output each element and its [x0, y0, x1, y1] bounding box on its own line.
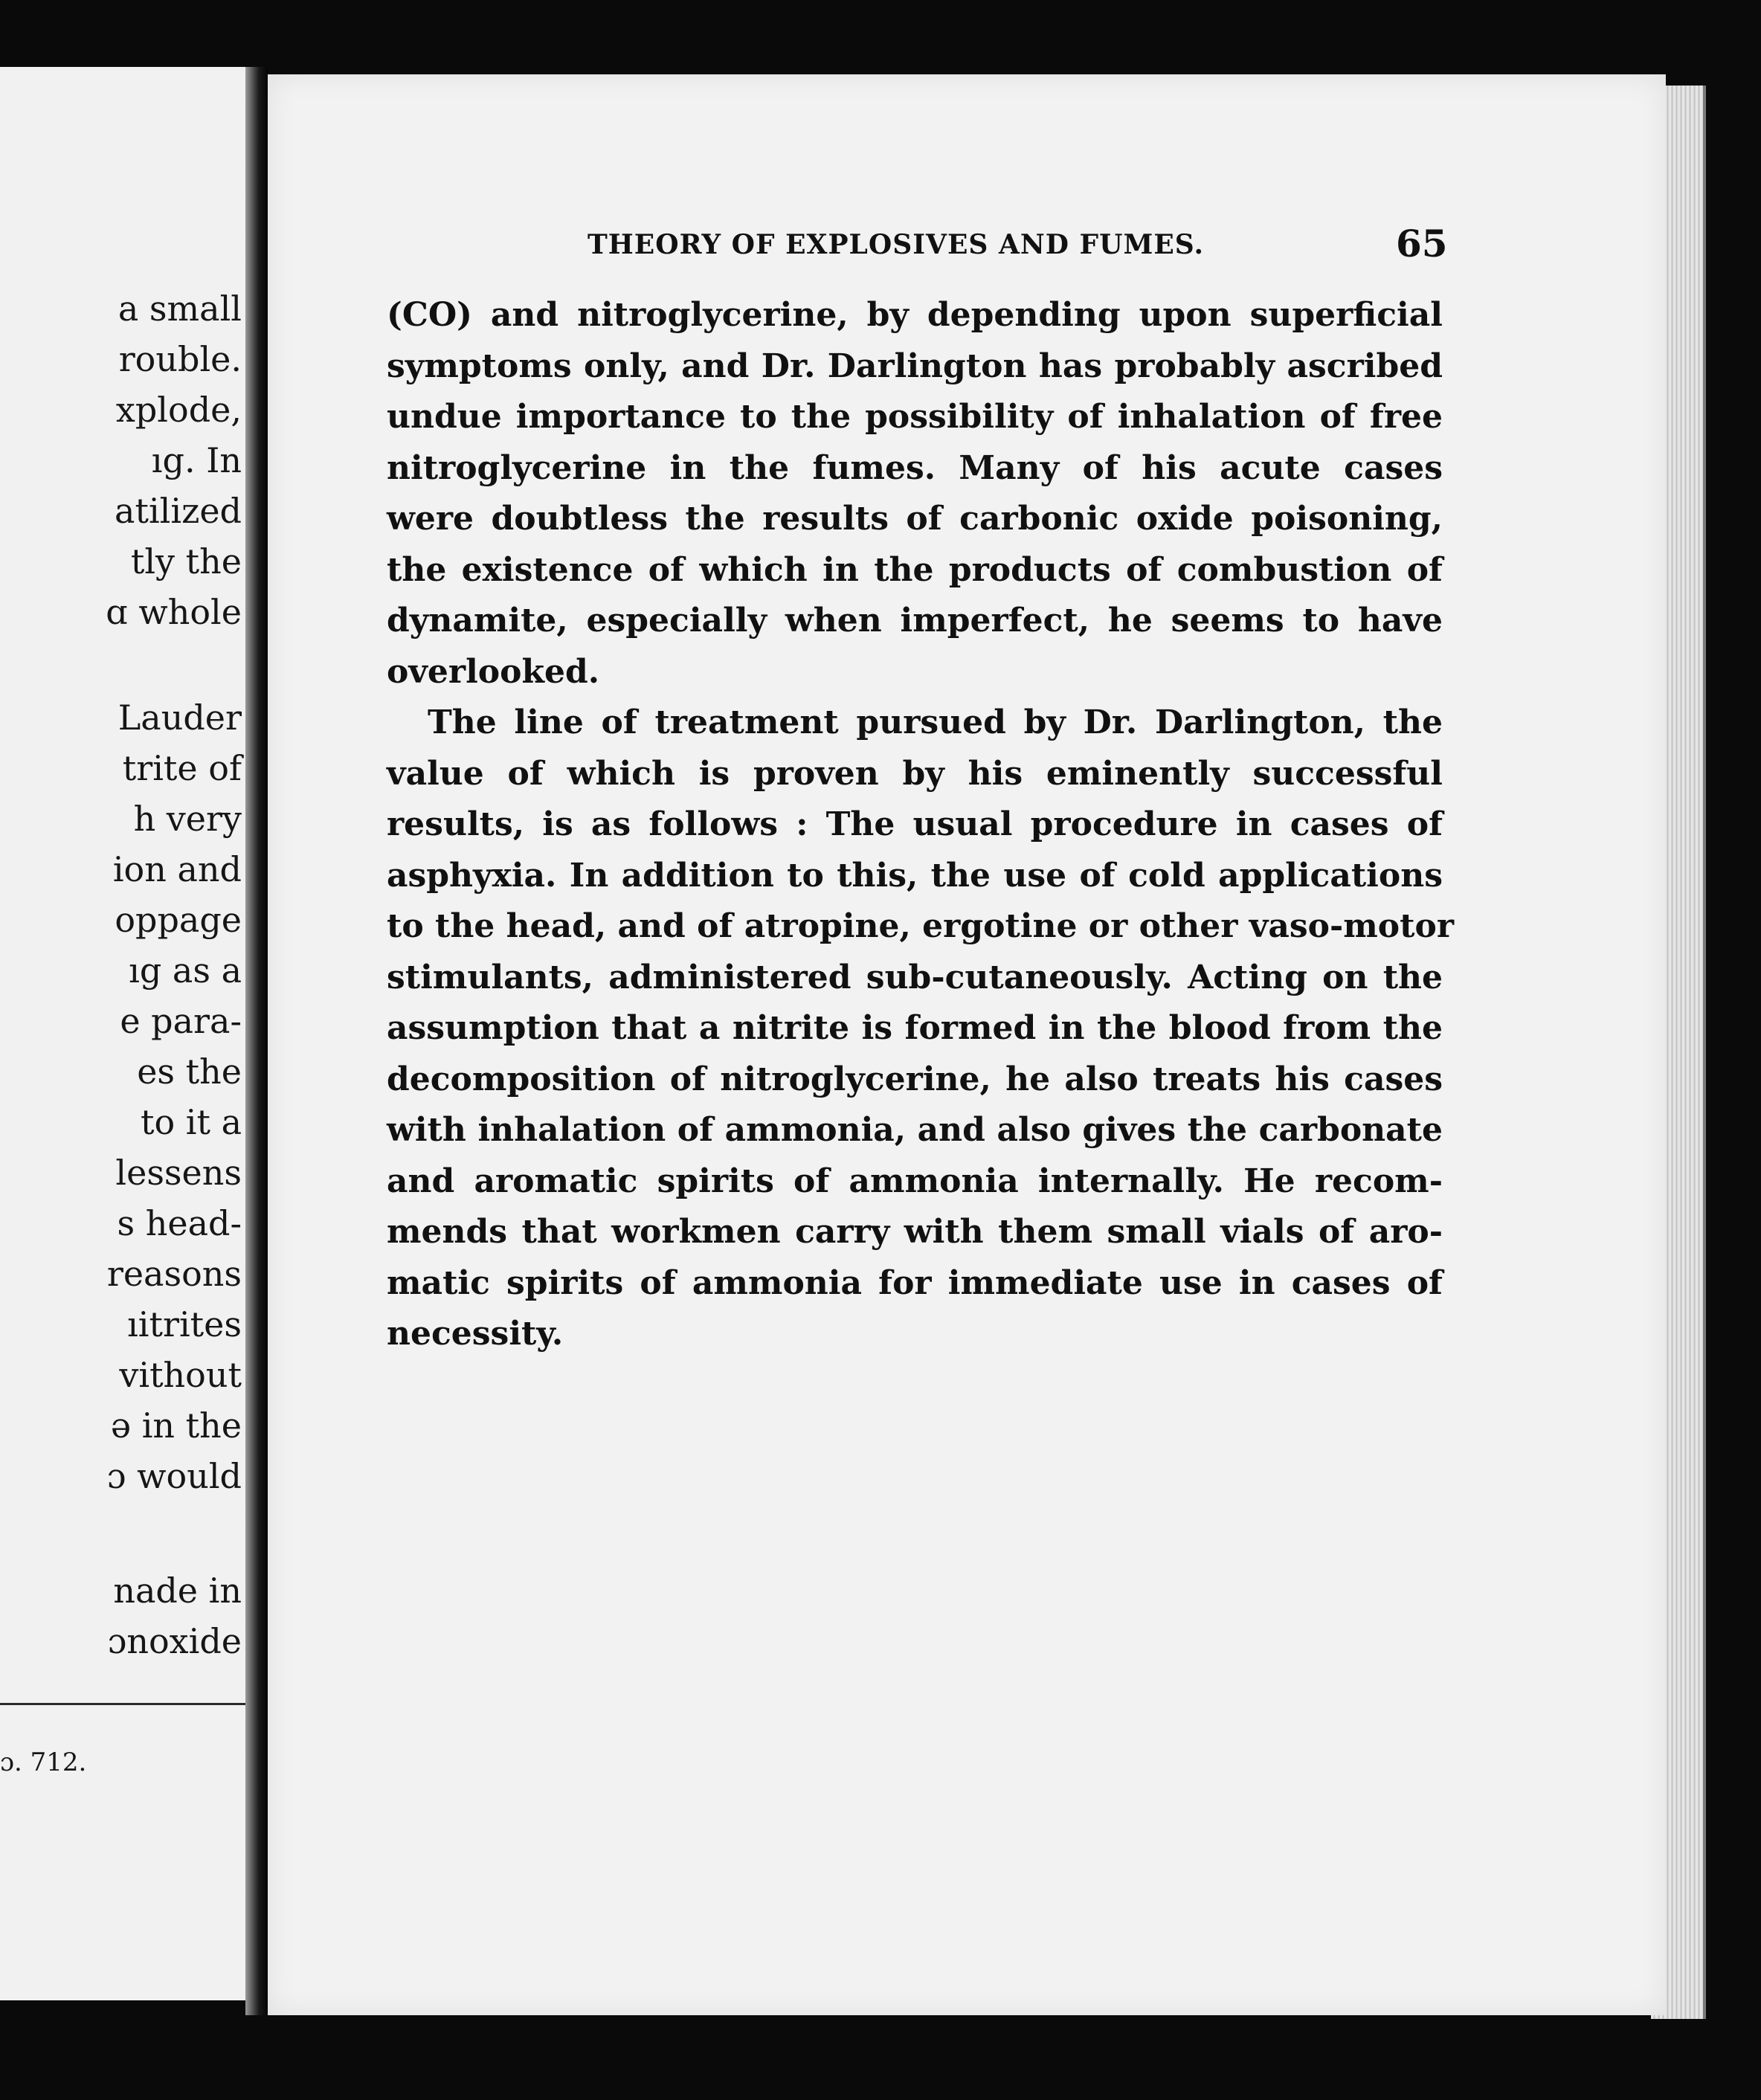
previous-page-fragment: [0, 67, 257, 2000]
left-line: h very: [133, 799, 242, 839]
left-line: s head-: [117, 1203, 242, 1243]
left-line: ə in the: [110, 1405, 242, 1446]
left-line: Lauder: [117, 698, 242, 738]
left-line: atilized: [115, 491, 242, 531]
page: [268, 74, 1666, 2015]
text-line: undue importance to the possibility of inhalation of free: [387, 398, 1443, 436]
left-line: lessens: [115, 1153, 242, 1193]
footnote-fragment: ɔ. 712.: [0, 1748, 87, 1777]
left-line: ıg as a: [129, 950, 242, 991]
text-line: nitroglycerine in the fumes. Many of his acute cases: [387, 448, 1443, 487]
text-line: necessity.: [387, 1315, 564, 1353]
book-gutter: [245, 67, 268, 2015]
text-line: overlooked.: [387, 652, 600, 691]
left-line: ɔnoxide: [107, 1621, 242, 1661]
left-line: ɔ would: [106, 1456, 242, 1496]
paragraph: [387, 698, 1455, 1360]
left-line: trite of: [122, 748, 242, 788]
body-text: [387, 290, 1455, 1360]
text-line: and aromatic spirits of ammonia internally. He recom-: [387, 1162, 1443, 1200]
text-line: results, is as follows : The usual procedure in cases of: [387, 805, 1443, 843]
left-line: rouble.: [118, 339, 242, 379]
text-line: stimulants, administered sub-cutaneously. Acting on the: [387, 958, 1443, 996]
left-line: ıitrites: [127, 1304, 242, 1344]
page-number: 65: [1396, 222, 1448, 265]
paragraph: [387, 290, 1443, 698]
text-line: (CO) and nitroglycerine, by depending upon superficial: [387, 296, 1443, 334]
left-line: to it a: [140, 1102, 242, 1142]
left-line: a small: [117, 289, 242, 329]
text-line: asphyxia. In addition to this, the use of cold applications: [387, 856, 1443, 895]
footnote-rule: [0, 1703, 245, 1705]
left-line: tly the: [130, 541, 242, 582]
left-line: reasons: [106, 1254, 242, 1294]
text-line: mends that workmen carry with them small vials of aro-: [387, 1213, 1443, 1251]
text-line: assumption that a nitrite is formed in the blood from the: [387, 1009, 1443, 1047]
text-line: were doubtless the results of carbonic oxide poisoning,: [387, 500, 1443, 538]
left-line: e para-: [120, 1001, 242, 1041]
left-line: xplode,: [115, 390, 242, 430]
text-line: matic spirits of ammonia for immediate use in cases of: [387, 1263, 1443, 1302]
left-line: ion and: [112, 849, 242, 889]
text-line: to the head, and of atropine, ergotine or other vaso-motor: [387, 907, 1455, 945]
running-title: THEORY OF EXPLOSIVES AND FUMES.: [587, 229, 1205, 260]
text-line: the existence of which in the products of combustion of: [387, 550, 1443, 589]
left-line: vithout: [119, 1355, 242, 1395]
text-line: with inhalation of ammonia, and also gives the carbonate: [387, 1111, 1443, 1149]
text-line: The line of treatment pursued by Dr. Darlington, the: [428, 703, 1443, 741]
text-line: value of which is proven by his eminently successful: [387, 754, 1443, 793]
left-line: nade in: [113, 1571, 242, 1611]
text-line: dynamite, especially when imperfect, he seems to have: [387, 602, 1443, 640]
text-line: decomposition of nitroglycerine, he also treats his cases: [387, 1060, 1443, 1098]
text-line: symptoms only, and Dr. Darlington has probably ascribed: [387, 347, 1443, 385]
left-line: ɑ whole: [106, 592, 242, 632]
left-line: es the: [137, 1051, 242, 1092]
left-line: oppage: [115, 900, 242, 940]
left-line: ıg. In: [151, 440, 242, 480]
